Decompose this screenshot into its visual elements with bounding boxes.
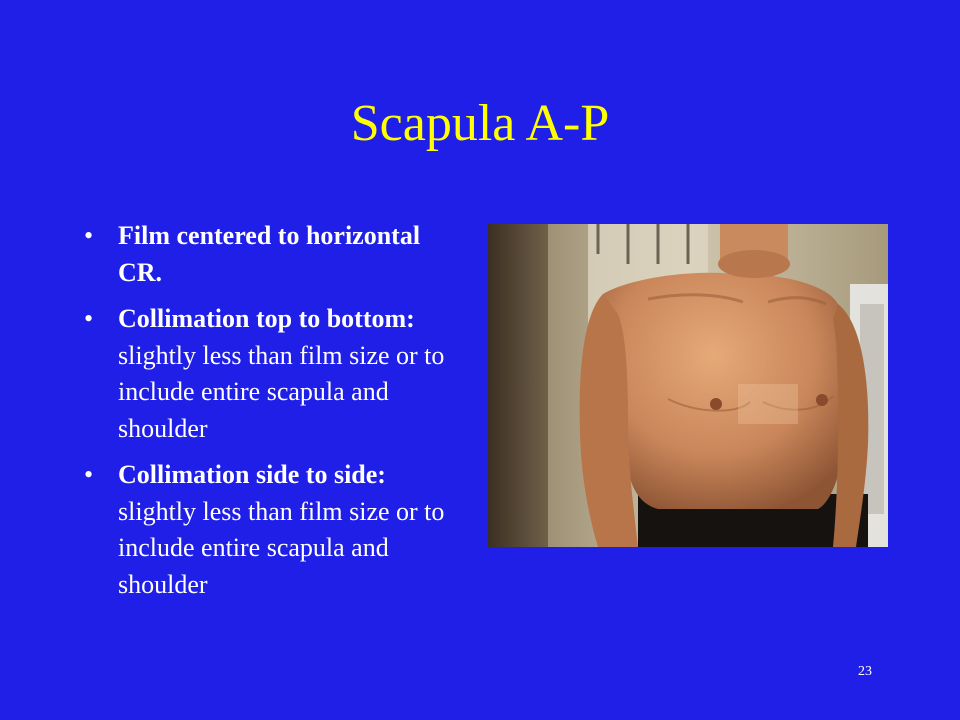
bullet-bold-text: Collimation top to bottom: [118,304,415,333]
bullet-text: slightly less than film size or to include entire scapula and shoulder [118,496,445,599]
bullet-item [84,457,464,603]
page-number: 23 [858,664,872,679]
bullet-item [84,218,464,291]
bullet-icon: • [84,221,94,250]
bullet-icon: • [84,460,94,489]
slide-title: Scapula A-P [350,95,610,152]
bullet-list [84,218,464,613]
photo-patient-torso-anterior-icon [488,224,888,547]
bullet-bold-text: Film centered to horizontal CR. [118,221,421,287]
bullet-item [84,301,464,447]
patient-torso-photo [488,224,888,547]
bullet-icon: • [84,304,94,333]
bullet-bold-text: Collimation side to side: [118,460,386,489]
bullet-text: slightly less than film size or to include entire scapula and shoulder [118,340,445,443]
